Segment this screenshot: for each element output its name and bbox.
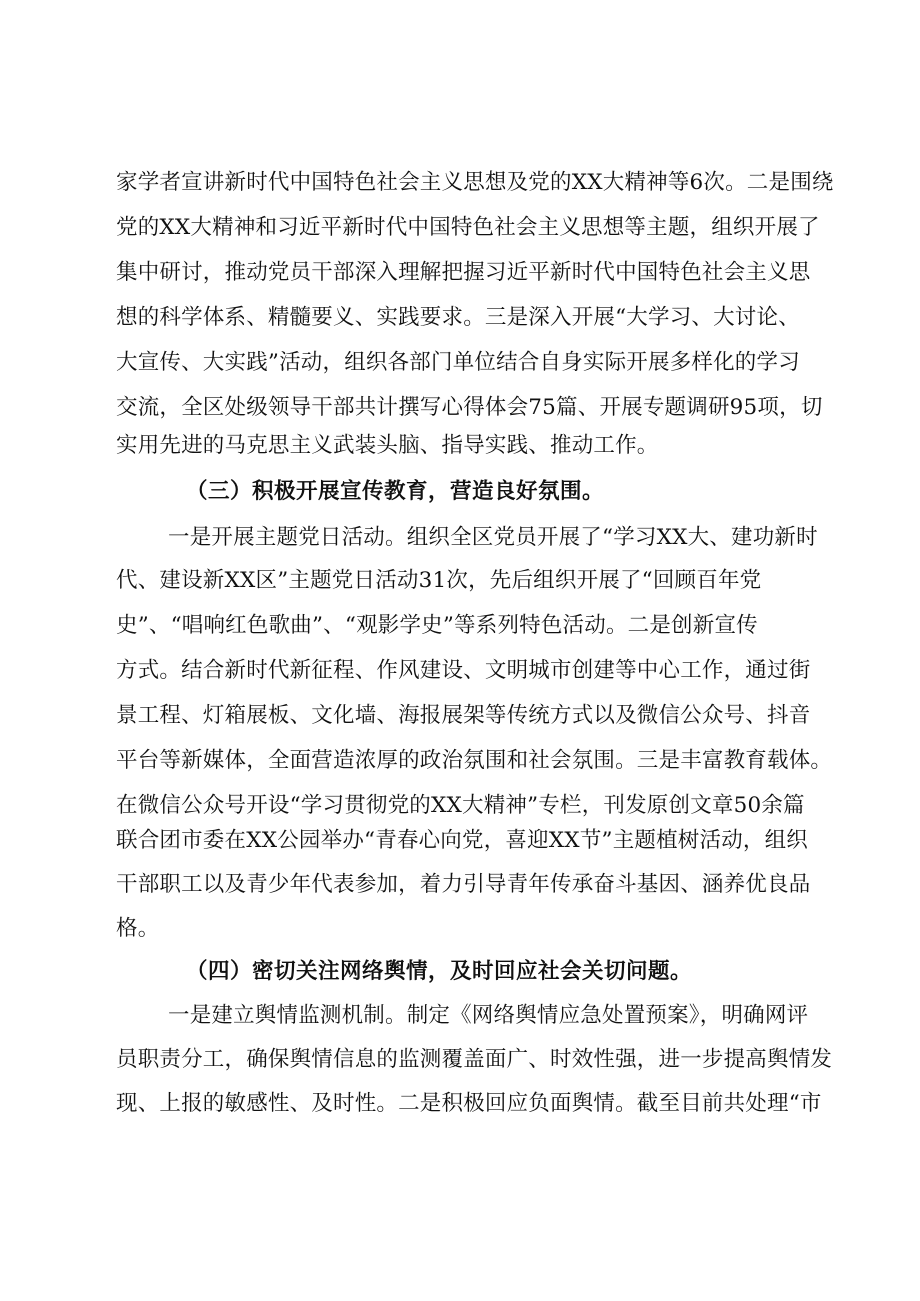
body-text-line: 格。 — [116, 916, 160, 941]
body-text-line: 在微信公众号开设“学习贯彻党的XX大精神”专栏，刊发原创文章50余篇 — [116, 793, 805, 818]
body-text-line: 平台等新媒体，全面营造浓厚的政治氛围和社会氛围。三是丰富教育载体。 — [116, 748, 833, 773]
body-text-line: 史”、“唱响红色歌曲”、“观影学史”等系列特色活动。二是创新宣传 — [116, 613, 758, 638]
body-text-line: 交流，全区处级领导干部共计撰写心得体会75篇、开展专题调研95项，切 — [116, 395, 823, 420]
body-text-line: 方式。结合新时代新征程、作风建设、文明城市创建等中心工作，通过街 — [116, 658, 811, 683]
paragraph-first-line: 一是建立舆情监测机制。制定《网络舆情应急处置预案》，明确网评 — [168, 1003, 809, 1028]
body-text-line: 员职责分工，确保舆情信息的监测覆盖面广、时效性强，进一步提高舆情发 — [116, 1047, 833, 1072]
body-text-line: 现、上报的敏感性、及时性。二是积极回应负面舆情。截至目前共处理“市 — [116, 1091, 822, 1116]
body-text-line: 集中研讨，推动党员干部深入理解把握习近平新时代中国特色社会主义思 — [116, 260, 811, 285]
section-heading-3: （三）积极开展宣传教育，营造良好氛围。 — [186, 479, 605, 504]
paragraph-first-line: 一是开展主题党日活动。组织全区党员开展了“学习XX大、建功新时 — [168, 525, 818, 550]
body-text-line: 景工程、灯箱展板、文化墙、海报展架等传统方式以及微信公众号、抖音 — [116, 703, 811, 728]
body-text-line: 大宣传、大实践”活动，组织各部门单位结合自身实际开展多样化的学习 — [116, 350, 800, 375]
body-text-line: 实用先进的马克思主义武装头脑、指导实践、推动工作。 — [116, 433, 659, 458]
body-text-line: 联合团市委在XX公园举办“青春心向党，喜迎XX节”主题植树活动，组织 — [116, 828, 809, 853]
body-text-line: 想的科学体系、精髓要义、实践要求。三是深入开展“大学习、大讨论、 — [116, 305, 800, 330]
body-text-line: 家学者宣讲新时代中国特色社会主义思想及党的XX大精神等6次。二是围绕 — [116, 170, 834, 195]
body-text-line: 代、建设新XX区”主题党日活动31次，先后组织开展了“回顾百年党 — [116, 568, 762, 593]
body-text-line: 党的XX大精神和习近平新时代中国特色社会主义思想等主题，组织开展了 — [116, 215, 820, 240]
body-text-line: 干部职工以及青少年代表参加，着力引导青年传承奋斗基因、涵养优良品 — [116, 872, 811, 897]
section-heading-4: （四）密切关注网络舆情，及时回应社会关切问题。 — [186, 959, 693, 984]
